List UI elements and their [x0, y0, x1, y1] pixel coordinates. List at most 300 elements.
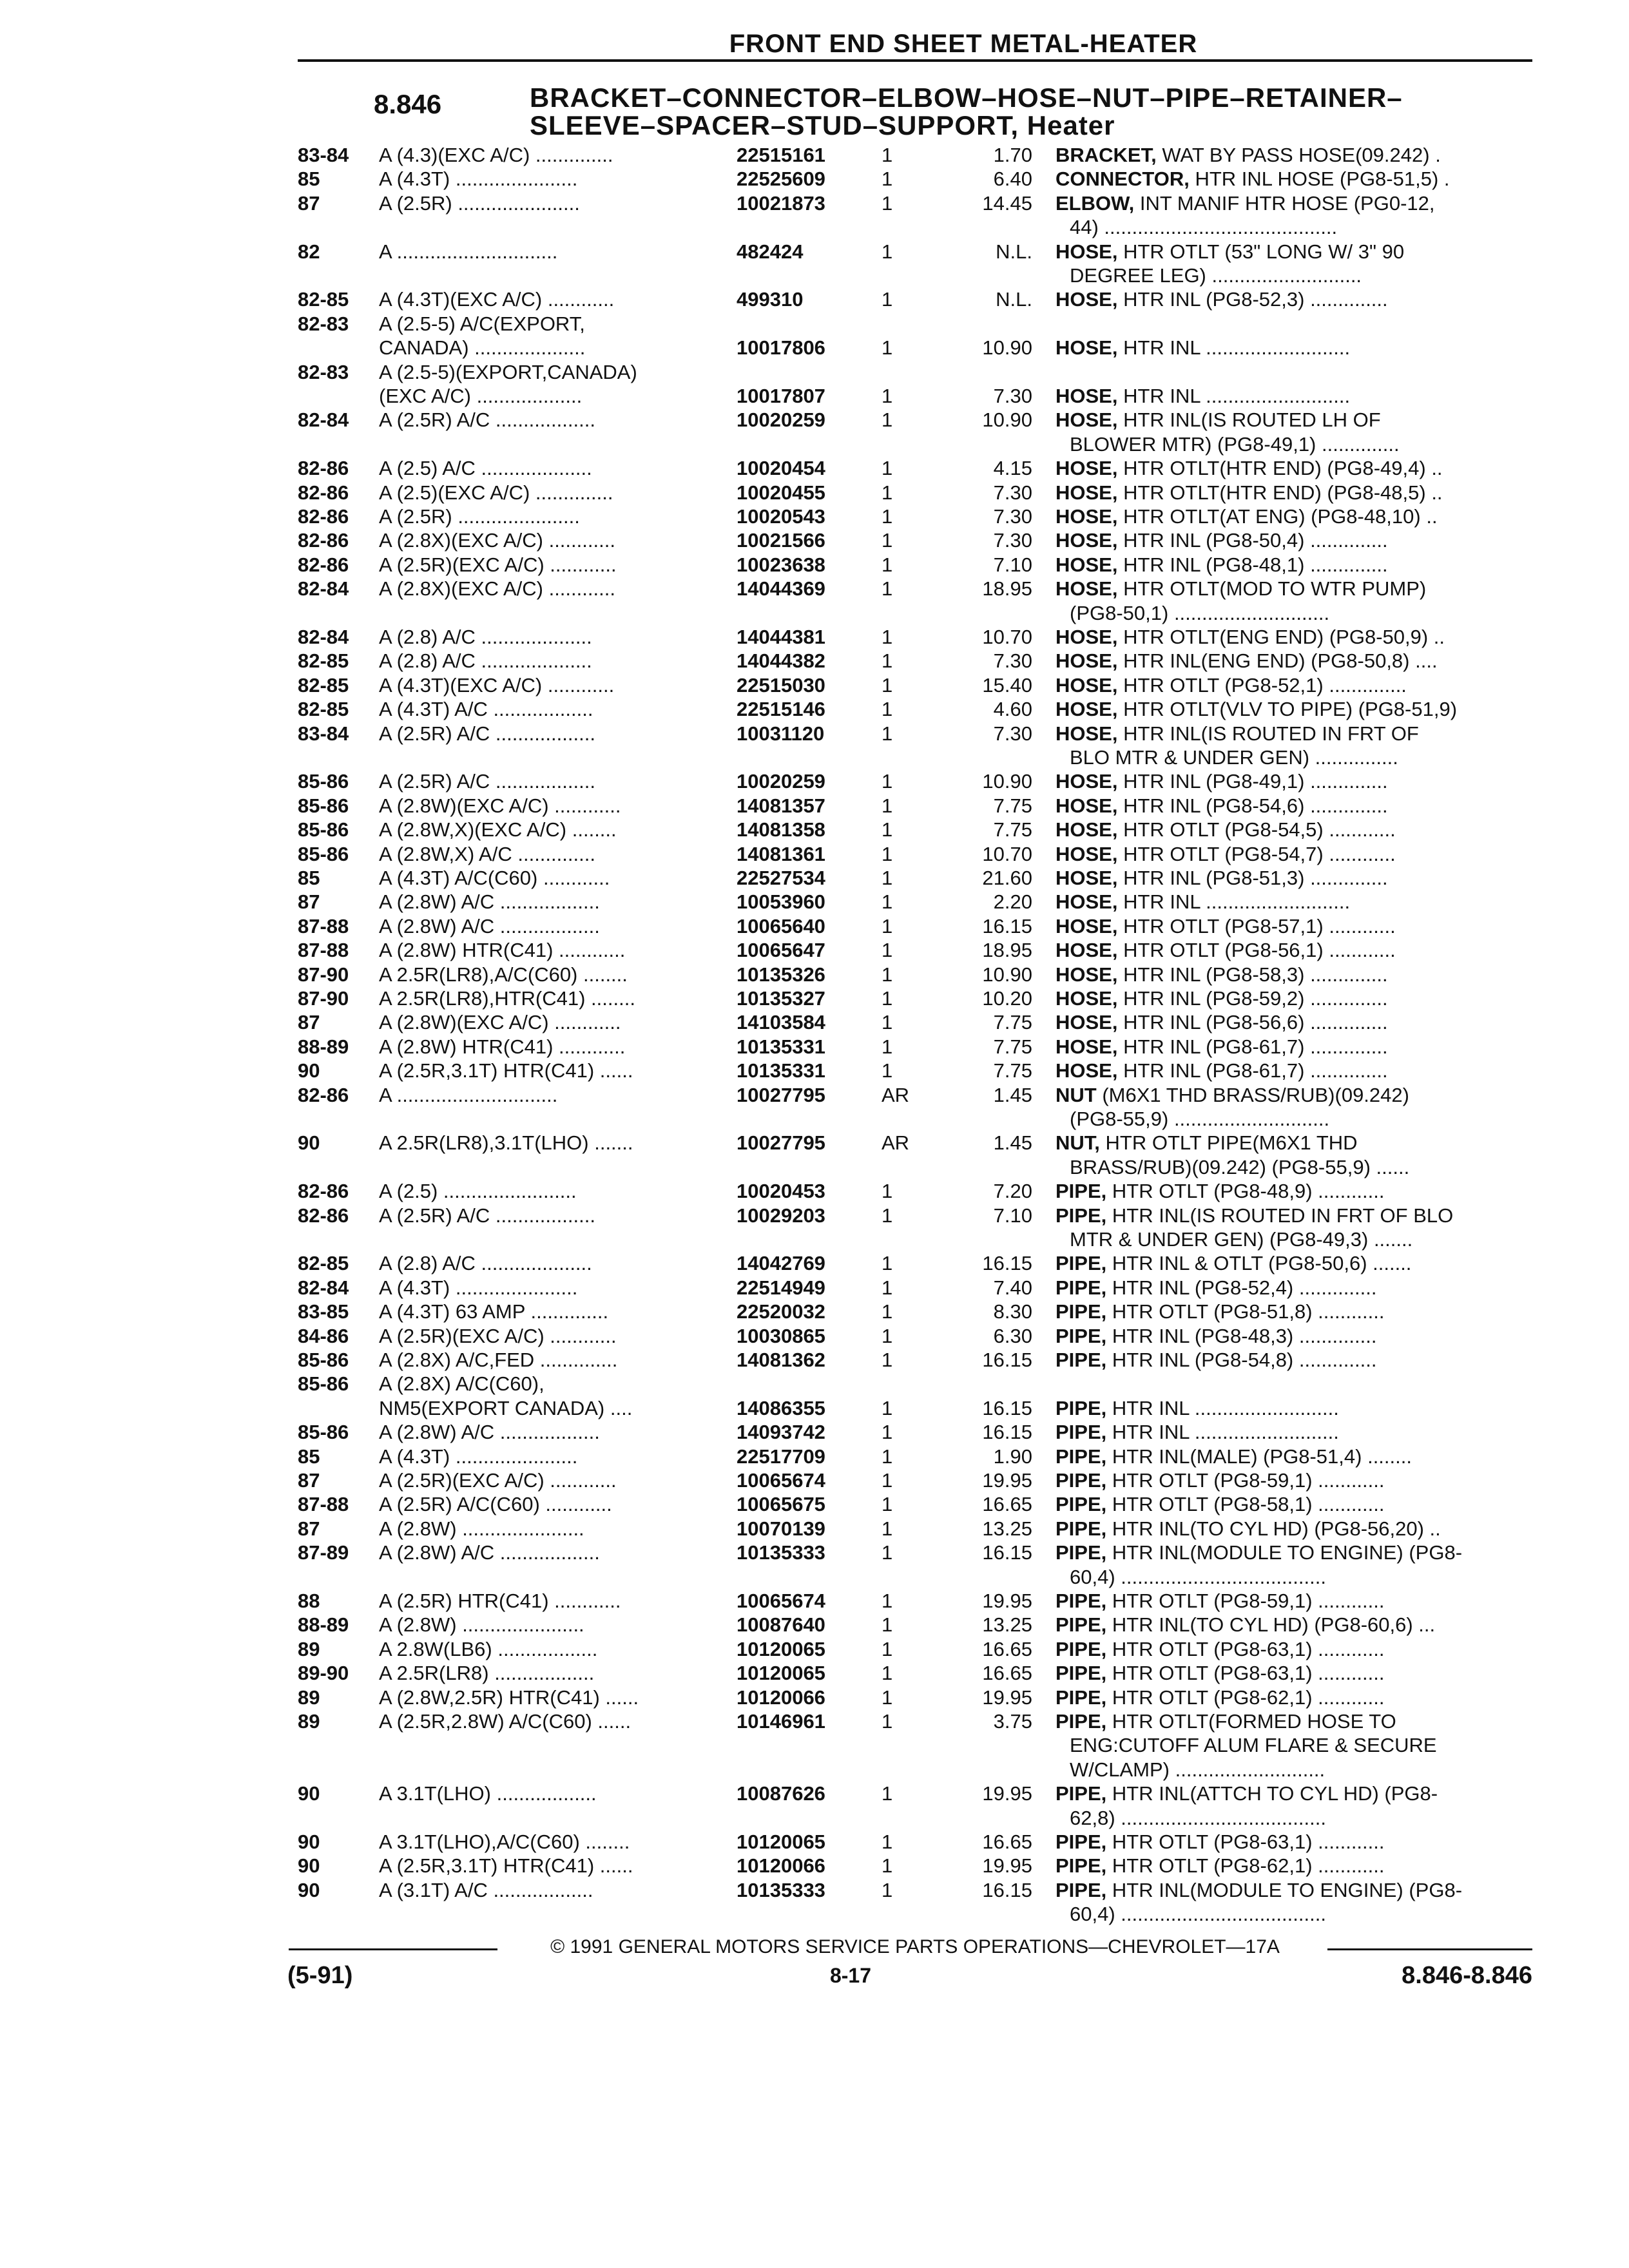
description-continuation: [0, 1758, 1629, 1783]
table-row: [0, 528, 1629, 554]
part-number-cell: 22514949: [737, 1276, 825, 1299]
table-row: [0, 769, 1629, 795]
description-cell: [1055, 1637, 1526, 1661]
quantity-cell: 1: [882, 144, 893, 166]
description-cell: [1055, 1686, 1526, 1709]
application-cell: A (2.8X)(EXC A/C) ............: [379, 577, 615, 601]
application-cell: A (2.5)(EXC A/C) ..............: [379, 481, 613, 504]
quantity-cell: AR: [882, 1131, 910, 1155]
quantity-cell: 1: [882, 1421, 893, 1444]
description-keyword: PIPE,: [1055, 1878, 1107, 1901]
quantity-cell: 1: [882, 1276, 893, 1299]
quantity-cell: 1: [882, 1662, 893, 1685]
quantity-cell: 1: [882, 770, 893, 793]
section-subtitle: Heater: [1027, 110, 1115, 140]
description-text: HTR INL (PG8-61,7) ..............: [1123, 1059, 1388, 1082]
description-keyword: PIPE,: [1055, 1517, 1107, 1540]
description-text: HTR INL (PG8-52,4) ..............: [1112, 1276, 1377, 1299]
quantity-cell: 1: [882, 890, 893, 914]
description-continuation: [0, 215, 1629, 241]
table-row: [0, 191, 1629, 217]
table-row: [0, 408, 1629, 434]
application-cell: A (4.3T) A/C ..................: [379, 698, 593, 721]
description-cell: [1055, 842, 1526, 866]
description-text: HTR INL (PG8-49,1) ..............: [1123, 770, 1388, 793]
table-row: [0, 842, 1629, 868]
description-cell: [1055, 1324, 1526, 1348]
year-cell: 82-86: [298, 1204, 349, 1227]
part-number-cell: 10135327: [737, 987, 825, 1010]
description-keyword: HOSE,: [1055, 505, 1118, 528]
price-cell: 10.90: [982, 408, 1032, 432]
application-cell: A (2.5-5)(EXPORT,CANADA): [379, 360, 637, 383]
description-keyword: HOSE,: [1055, 842, 1118, 865]
description-cell: [1055, 1854, 1526, 1878]
quantity-cell: AR: [882, 1083, 910, 1106]
table-row: [0, 384, 1629, 410]
year-cell: 82-84: [298, 577, 349, 601]
description-cell: [1055, 384, 1526, 408]
description-continuation-text: W/CLAMP) ...........................: [1070, 1758, 1325, 1781]
header-rule: [298, 59, 1532, 62]
part-number-cell: 10020455: [737, 481, 825, 504]
description-continuation-text: (PG8-50,1) ............................: [1070, 601, 1330, 624]
description-cell: [1055, 1251, 1526, 1275]
description-keyword: PIPE,: [1055, 1276, 1107, 1299]
description-continuation: [0, 1155, 1629, 1181]
description-cell: [1055, 625, 1526, 649]
application-cell: A (2.8W)(EXC A/C) ............: [379, 794, 621, 817]
year-cell: 82-83: [298, 360, 349, 383]
table-row: [0, 1204, 1629, 1229]
description-keyword: PIPE,: [1055, 1686, 1107, 1709]
description-text: HTR OTLT (PG8-62,1) ............: [1112, 1686, 1385, 1709]
year-cell: 82-83: [298, 312, 349, 335]
year-cell: 87: [298, 1517, 320, 1540]
year-cell: 89: [298, 1710, 320, 1733]
year-cell: 85-86: [298, 770, 349, 793]
application-cell: A (4.3T)(EXC A/C) ............: [379, 673, 615, 697]
table-row: [0, 1083, 1629, 1109]
quantity-cell: 1: [882, 1782, 893, 1805]
quantity-cell: 1: [882, 987, 893, 1010]
year-cell: 90: [298, 1131, 320, 1155]
application-cell: A 2.5R(LR8),HTR(C41) ........: [379, 987, 635, 1010]
description-text: HTR OTLT (PG8-63,1) ............: [1112, 1831, 1385, 1853]
description-continuation-text: BLO MTR & UNDER GEN) ...............: [1070, 746, 1398, 769]
price-cell: 10.70: [982, 842, 1032, 865]
description-keyword: PIPE,: [1055, 1662, 1107, 1685]
application-cell: A (2.5R) A/C ..................: [379, 408, 595, 432]
price-cell: 10.90: [982, 770, 1032, 793]
price-cell: 10.70: [982, 626, 1032, 648]
year-cell: 82-85: [298, 698, 349, 721]
table-row: [0, 505, 1629, 530]
table-row: [0, 1589, 1629, 1615]
part-number-cell: 10087626: [737, 1782, 825, 1805]
table-row: [0, 938, 1629, 964]
description-keyword: HOSE,: [1055, 457, 1118, 480]
description-keyword: PIPE,: [1055, 1445, 1107, 1468]
year-cell: 85-86: [298, 842, 349, 865]
application-cell: A (2.5R) ......................: [379, 505, 580, 528]
table-row: [0, 1276, 1629, 1302]
year-cell: 89: [298, 1686, 320, 1709]
description-cell: [1055, 287, 1526, 311]
year-cell: 87: [298, 890, 320, 914]
description-cell: [1055, 505, 1526, 528]
quantity-cell: 1: [882, 939, 893, 962]
description-text: HTR INL ..........................: [1123, 385, 1351, 407]
part-number-cell: 10135326: [737, 963, 825, 986]
price-cell: 14.45: [982, 191, 1032, 215]
quantity-cell: 1: [882, 240, 893, 263]
description-continuation: [0, 1107, 1629, 1133]
table-row: [0, 287, 1629, 313]
description-keyword: PIPE,: [1055, 1396, 1107, 1419]
table-row: [0, 1445, 1629, 1470]
application-cell: A (2.5R) HTR(C41) ............: [379, 1590, 621, 1612]
quantity-cell: 1: [882, 1059, 893, 1082]
part-number-cell: 10135333: [737, 1878, 825, 1901]
table-row: [0, 818, 1629, 843]
part-number-cell: 10120065: [737, 1831, 825, 1853]
table-row: [0, 1637, 1629, 1663]
description-text: HTR OTLT(VLV TO PIPE) (PG8-51,9): [1123, 698, 1458, 721]
description-continuation: [0, 1806, 1629, 1832]
table-row: [0, 1010, 1629, 1036]
description-text: HTR OTLT(MOD TO WTR PUMP): [1123, 577, 1427, 601]
description-cell: [1055, 914, 1526, 938]
application-cell: A 2.5R(LR8),3.1T(LHO) .......: [379, 1131, 633, 1155]
price-cell: 13.25: [982, 1517, 1032, 1540]
application-cell: A (2.8W) A/C ..................: [379, 1541, 600, 1564]
description-cell: [1055, 697, 1526, 721]
price-cell: 6.30: [993, 1324, 1032, 1347]
description-keyword: HOSE,: [1055, 408, 1118, 432]
description-text: HTR INL (PG8-54,6) ..............: [1123, 794, 1388, 817]
part-number-cell: 22515146: [737, 698, 825, 721]
quantity-cell: 1: [882, 1469, 893, 1492]
quantity-cell: 1: [882, 1349, 893, 1371]
application-cell: A (2.8W) ......................: [379, 1613, 584, 1637]
description-cell: [1055, 167, 1526, 191]
application-cell: A (4.3T) 63 AMP ..............: [379, 1300, 609, 1323]
description-text: HTR OTLT (PG8-54,5) ............: [1123, 818, 1396, 841]
description-text: HTR INL(MALE) (PG8-51,4) ........: [1112, 1445, 1412, 1468]
year-cell: 82-85: [298, 288, 349, 311]
quantity-cell: 1: [882, 1613, 893, 1637]
quantity-cell: 1: [882, 1300, 893, 1323]
section-title-line1: BRACKET–CONNECTOR–ELBOW–HOSE–NUT–PIPE–RETAINER–: [530, 82, 1403, 113]
application-cell: A (2.8W) A/C ..................: [379, 1421, 600, 1444]
description-keyword: HOSE,: [1055, 553, 1118, 576]
table-row: [0, 1059, 1629, 1084]
description-keyword: PIPE,: [1055, 1349, 1107, 1371]
year-cell: 82-84: [298, 408, 349, 432]
year-cell: 85-86: [298, 1372, 349, 1396]
price-cell: 2.20: [993, 890, 1032, 914]
price-cell: 15.40: [982, 673, 1032, 697]
table-row: [0, 1541, 1629, 1566]
year-cell: 87-89: [298, 1541, 349, 1564]
part-number-cell: 22515030: [737, 673, 825, 697]
price-cell: 7.75: [993, 794, 1032, 817]
year-cell: 83-84: [298, 722, 349, 745]
description-text: HTR INL(MODULE TO ENGINE) (PG8-: [1112, 1878, 1463, 1901]
quantity-cell: 1: [882, 1878, 893, 1901]
description-text: HTR OTLT (PG8-63,1) ............: [1112, 1637, 1385, 1660]
quantity-cell: 1: [882, 1493, 893, 1516]
description-keyword: PIPE,: [1055, 1613, 1107, 1637]
application-cell: A (2.5R) A/C(C60) ............: [379, 1493, 612, 1516]
application-cell: A (2.8) A/C ....................: [379, 1252, 592, 1275]
table-row: [0, 1613, 1629, 1639]
price-cell: 7.30: [993, 505, 1032, 528]
description-continuation: [0, 1733, 1629, 1759]
year-cell: 82-85: [298, 649, 349, 673]
description-text: HTR OTLT (PG8-63,1) ............: [1112, 1662, 1385, 1685]
description-cell: [1055, 1396, 1526, 1420]
description-keyword: PIPE,: [1055, 1204, 1107, 1227]
description-keyword: HOSE,: [1055, 939, 1118, 962]
year-cell: 88: [298, 1590, 320, 1612]
description-keyword: CONNECTOR,: [1055, 168, 1190, 191]
quantity-cell: 1: [882, 457, 893, 480]
footer-rule-left: [289, 1948, 497, 1950]
description-cell: [1055, 673, 1526, 697]
description-cell: [1055, 408, 1526, 432]
description-continuation-text: MTR & UNDER GEN) (PG8-49,3) .......: [1070, 1228, 1413, 1251]
part-number-cell: 14081357: [737, 794, 825, 817]
table-row: [0, 625, 1629, 651]
description-keyword: HOSE,: [1055, 794, 1118, 817]
price-cell: 21.60: [982, 867, 1032, 889]
part-number-cell: 10053960: [737, 890, 825, 914]
description-keyword: PIPE,: [1055, 1252, 1107, 1275]
description-text: HTR INL & OTLT (PG8-50,6) .......: [1112, 1252, 1412, 1275]
description-cell: [1055, 1613, 1526, 1637]
description-cell: [1055, 986, 1526, 1010]
description-cell: [1055, 553, 1526, 577]
part-number-cell: 10135331: [737, 1059, 825, 1082]
price-cell: 1.45: [993, 1083, 1032, 1106]
quantity-cell: 1: [882, 1686, 893, 1709]
year-cell: 88-89: [298, 1613, 349, 1637]
year-cell: 82-86: [298, 481, 349, 504]
table-row: [0, 914, 1629, 940]
description-continuation-text: ENG:CUTOFF ALUM FLARE & SECURE: [1070, 1734, 1437, 1757]
table-row: [0, 553, 1629, 579]
description-text: HTR INL (PG8-59,2) ..............: [1123, 987, 1388, 1010]
description-cell: [1055, 1083, 1526, 1107]
part-number-cell: 10017807: [737, 385, 825, 407]
year-cell: 82-86: [298, 457, 349, 480]
quantity-cell: 1: [882, 1445, 893, 1468]
description-cell: [1055, 722, 1526, 745]
price-cell: 1.45: [993, 1131, 1032, 1155]
description-keyword: PIPE,: [1055, 1782, 1107, 1805]
year-cell: 85-86: [298, 818, 349, 841]
description-cell: [1055, 481, 1526, 505]
quantity-cell: 1: [882, 1517, 893, 1540]
price-cell: 16.15: [982, 1541, 1032, 1564]
description-cell: [1055, 938, 1526, 962]
part-number-cell: 22527534: [737, 867, 825, 889]
quantity-cell: 1: [882, 553, 893, 576]
price-cell: 3.75: [993, 1710, 1032, 1733]
part-number-cell: 499310: [737, 288, 804, 311]
description-continuation: [0, 1565, 1629, 1591]
description-text: HTR INL(TO CYL HD) (PG8-56,20) ..: [1112, 1517, 1441, 1540]
year-cell: 83-84: [298, 144, 349, 166]
description-cell: [1055, 649, 1526, 673]
quantity-cell: 1: [882, 1590, 893, 1612]
description-text: HTR INL (PG8-61,7) ..............: [1123, 1035, 1388, 1058]
description-text: HTR INL(IS ROUTED LH OF: [1123, 408, 1381, 432]
quantity-cell: 1: [882, 336, 893, 360]
table-row: [0, 360, 1629, 386]
price-cell: 16.65: [982, 1662, 1032, 1685]
description-keyword: HOSE,: [1055, 1011, 1118, 1034]
description-text: HTR INL (PG8-50,4) ..............: [1123, 529, 1388, 552]
description-text: WAT BY PASS HOSE(09.242) .: [1162, 144, 1441, 166]
description-text: HTR INL(IS ROUTED IN FRT OF: [1123, 722, 1419, 745]
year-cell: 82-86: [298, 529, 349, 552]
description-cell: [1055, 1420, 1526, 1444]
description-cell: [1055, 456, 1526, 480]
application-cell: A 3.1T(LHO),A/C(C60) ........: [379, 1831, 630, 1853]
part-number-cell: 10146961: [737, 1710, 825, 1733]
description-keyword: BRACKET,: [1055, 144, 1157, 166]
quantity-cell: 1: [882, 722, 893, 745]
application-cell: A 2.5R(LR8) ..................: [379, 1662, 595, 1685]
application-cell: A (2.5-5) A/C(EXPORT,: [379, 312, 585, 335]
part-number-cell: 14042769: [737, 1252, 825, 1275]
table-row: [0, 649, 1629, 675]
description-cell: [1055, 818, 1526, 841]
part-number-cell: 10020454: [737, 457, 825, 480]
description-keyword: HOSE,: [1055, 577, 1118, 601]
year-cell: 88-89: [298, 1035, 349, 1058]
price-cell: 19.95: [982, 1782, 1032, 1805]
application-cell: (EXC A/C) ...................: [379, 385, 583, 407]
part-number-cell: 10120066: [737, 1686, 825, 1709]
description-text: INT MANIF HTR HOSE (PG0-12,: [1139, 191, 1435, 215]
application-cell: A (2.5R,3.1T) HTR(C41) ......: [379, 1059, 633, 1082]
section-number: 8.846: [374, 89, 442, 119]
part-number-cell: 14081361: [737, 842, 825, 865]
application-cell: A (2.5R) A/C ..................: [379, 722, 595, 745]
description-text: HTR OTLT(AT ENG) (PG8-48,10) ..: [1123, 505, 1438, 528]
description-cell: [1055, 890, 1526, 914]
part-number-cell: 22517709: [737, 1445, 825, 1468]
description-text: HTR OTLT (53" LONG W/ 3" 90: [1123, 240, 1405, 263]
description-keyword: HOSE,: [1055, 1035, 1118, 1058]
application-cell: A (2.8) A/C ....................: [379, 649, 592, 673]
price-cell: 6.40: [993, 168, 1032, 191]
description-cell: [1055, 1348, 1526, 1372]
description-continuation: [0, 601, 1629, 627]
page-title: FRONT END SHEET METAL-HEATER: [729, 30, 1198, 58]
part-number-cell: 14103584: [737, 1011, 825, 1034]
description-cell: [1055, 1300, 1526, 1323]
description-cell: [1055, 1204, 1526, 1227]
application-cell: A (2.8X)(EXC A/C) ............: [379, 529, 615, 552]
application-cell: A (4.3T) A/C(C60) ............: [379, 867, 610, 889]
description-keyword: PIPE,: [1055, 1854, 1107, 1878]
price-cell: 7.30: [993, 722, 1032, 745]
part-number-cell: 10135333: [737, 1541, 825, 1564]
quantity-cell: 1: [882, 626, 893, 648]
description-keyword: HOSE,: [1055, 673, 1118, 697]
description-text: HTR OTLT (PG8-52,1) ..............: [1123, 673, 1407, 697]
part-number-cell: 10029203: [737, 1204, 825, 1227]
description-cell: [1055, 577, 1526, 601]
application-cell: A (2.8W,X)(EXC A/C) ........: [379, 818, 617, 841]
year-cell: 87-90: [298, 963, 349, 986]
quantity-cell: 1: [882, 1541, 893, 1564]
price-cell: 16.65: [982, 1493, 1032, 1516]
table-row: [0, 1661, 1629, 1687]
price-cell: 7.20: [993, 1180, 1032, 1203]
price-cell: 10.90: [982, 336, 1032, 360]
description-keyword: PIPE,: [1055, 1324, 1107, 1347]
description-cell: [1055, 528, 1526, 552]
description-keyword: HOSE,: [1055, 240, 1118, 263]
part-number-cell: 14086355: [737, 1396, 825, 1419]
year-cell: 85: [298, 1445, 320, 1468]
price-cell: 18.95: [982, 939, 1032, 962]
quantity-cell: 1: [882, 698, 893, 721]
description-keyword: NUT: [1055, 1083, 1097, 1106]
price-cell: 16.15: [982, 1878, 1032, 1901]
part-number-cell: 14044382: [737, 649, 825, 673]
quantity-cell: 1: [882, 288, 893, 311]
description-keyword: HOSE,: [1055, 626, 1118, 648]
application-cell: A (3.1T) A/C ..................: [379, 1878, 593, 1901]
description-cell: [1055, 1010, 1526, 1034]
year-cell: 82-84: [298, 626, 349, 648]
price-cell: 8.30: [993, 1300, 1032, 1323]
description-keyword: PIPE,: [1055, 1469, 1107, 1492]
table-row: [0, 866, 1629, 892]
application-cell: A (2.8W) A/C ..................: [379, 914, 600, 937]
part-number-cell: 10030865: [737, 1324, 825, 1347]
table-row: [0, 1420, 1629, 1446]
part-number-cell: 10120066: [737, 1854, 825, 1878]
part-number-cell: 10027795: [737, 1083, 825, 1106]
application-cell: A (2.5) ........................: [379, 1180, 577, 1203]
description-text: HTR OTLT (PG8-56,1) ............: [1123, 939, 1396, 962]
quantity-cell: 1: [882, 649, 893, 673]
application-cell: A (2.8W) HTR(C41) ............: [379, 939, 626, 962]
year-cell: 87-88: [298, 939, 349, 962]
table-row: [0, 312, 1629, 338]
price-cell: 19.95: [982, 1854, 1032, 1878]
application-cell: A 2.5R(LR8),A/C(C60) ........: [379, 963, 628, 986]
application-cell: A 2.8W(LB6) ..................: [379, 1637, 598, 1660]
year-cell: 90: [298, 1059, 320, 1082]
description-cell: [1055, 191, 1526, 215]
description-text: HTR OTLT (PG8-59,1) ............: [1112, 1469, 1385, 1492]
part-number-cell: 10120065: [737, 1637, 825, 1660]
part-number-cell: 10020453: [737, 1180, 825, 1203]
description-text: HTR INL (PG8-48,3) ..............: [1112, 1324, 1377, 1347]
description-cell: [1055, 1541, 1526, 1564]
description-continuation: [0, 1902, 1629, 1928]
description-continuation-text: BRASS/RUB)(09.242) (PG8-55,9) ......: [1070, 1155, 1410, 1178]
